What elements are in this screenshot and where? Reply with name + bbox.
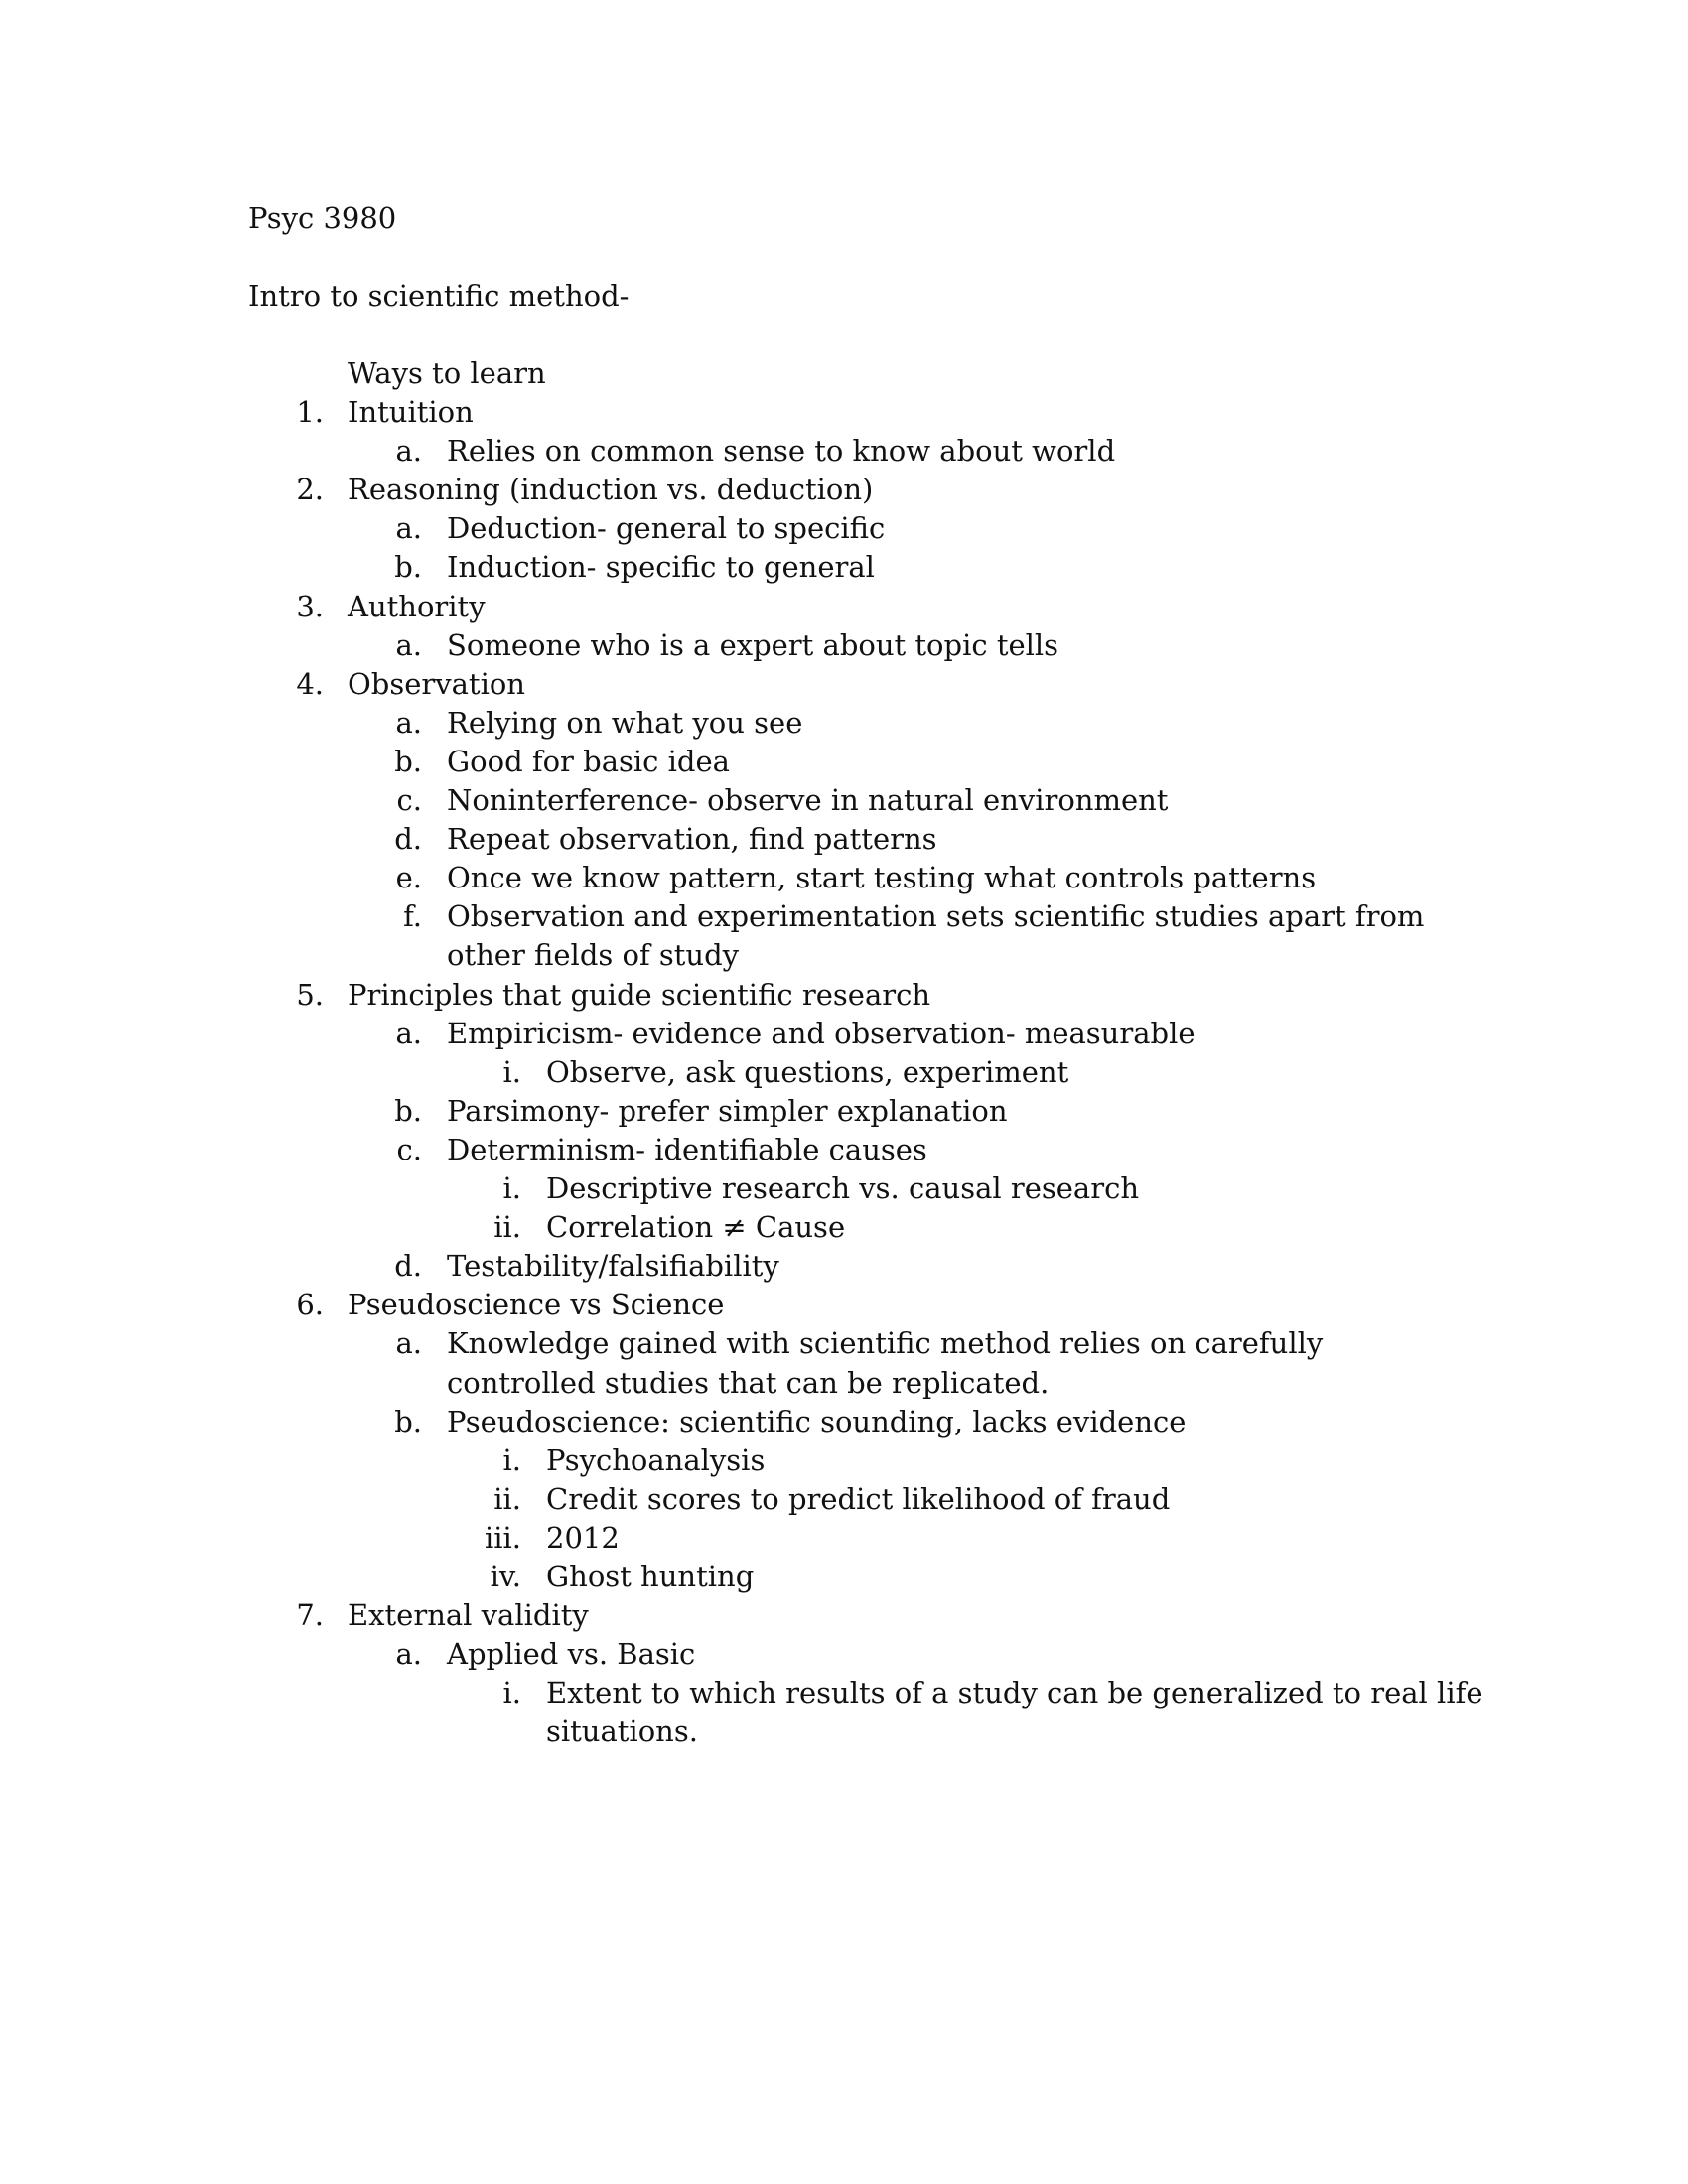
list-marker: i. <box>502 1443 521 1477</box>
list-item-text: Credit scores to predict likelihood of fraud <box>546 1482 1171 1516</box>
list-marker: d. <box>394 1249 422 1283</box>
list-item-text: Descriptive research vs. causal research <box>546 1171 1140 1205</box>
list-item-text: Relying on what you see <box>447 706 803 740</box>
list-marker: 4. <box>296 667 324 701</box>
list-marker: i. <box>502 1055 521 1089</box>
list-item-text: 2012 <box>546 1521 620 1555</box>
list-marker: ii. <box>493 1482 521 1516</box>
list-marker: b. <box>394 550 422 584</box>
list-marker: a. <box>395 511 422 545</box>
list-marker: ii. <box>493 1210 521 1244</box>
list-item-text: Correlation ≠ Cause <box>546 1210 846 1244</box>
outline-item-title: Observation <box>348 667 525 701</box>
course-heading: Psyc 3980 <box>248 202 397 235</box>
outline-item-title: Principles that guide scientific research <box>348 978 931 1012</box>
list-item-text: Parsimony- prefer simpler explanation <box>447 1094 1008 1128</box>
list-marker: a. <box>395 628 422 662</box>
list-item-text: Pseudoscience: scientific sounding, lacks evidence <box>447 1405 1187 1438</box>
list-marker: a. <box>395 1637 422 1671</box>
list-marker: 5. <box>296 978 324 1012</box>
list-item-text: Someone who is a expert about topic tells <box>447 628 1059 662</box>
list-item-text: Deduction- general to specific <box>447 511 886 545</box>
list-marker: 7. <box>296 1598 324 1632</box>
topic-heading: Intro to scientific method- <box>248 279 630 313</box>
outline-item-title: Authority <box>348 590 486 623</box>
list-item-text: Applied vs. Basic <box>447 1637 696 1671</box>
list-marker: b. <box>394 745 422 778</box>
list-item-text: Observe, ask questions, experiment <box>546 1055 1069 1089</box>
list-item-text: Determinism- identifiable causes <box>447 1133 927 1166</box>
list-marker: b. <box>394 1405 422 1438</box>
list-item-text: Ghost hunting <box>546 1560 755 1593</box>
list-item-text: controlled studies that can be replicated. <box>447 1366 1050 1400</box>
list-item-text: Good for basic idea <box>447 745 730 778</box>
list-marker: a. <box>395 434 422 468</box>
list-item-text: Noninterference- observe in natural environment <box>447 783 1169 817</box>
outline-item-title: External validity <box>348 1598 589 1632</box>
list-marker: 2. <box>296 473 324 506</box>
list-marker: iv. <box>490 1560 521 1593</box>
list-marker: 6. <box>296 1288 324 1321</box>
outline-intro: Ways to learn <box>348 356 546 390</box>
list-marker: d. <box>394 822 422 856</box>
list-marker: a. <box>395 1017 422 1050</box>
outline-item-title: Pseudoscience vs Science <box>348 1288 725 1321</box>
list-item-text: Testability/falsifiability <box>447 1249 779 1283</box>
list-marker: i. <box>502 1676 521 1709</box>
outline-item-title: Intuition <box>348 395 474 429</box>
list-item-text: Observation and experimentation sets scientific studies apart from <box>447 899 1425 933</box>
list-marker: 1. <box>296 395 324 429</box>
list-item-text: Empiricism- evidence and observation- measurable <box>447 1017 1196 1050</box>
list-item-text: Induction- specific to general <box>447 550 875 584</box>
list-marker: iii. <box>484 1521 521 1555</box>
list-marker: b. <box>394 1094 422 1128</box>
list-item-text: situations. <box>546 1714 698 1748</box>
outline-item-title: Reasoning (induction vs. deduction) <box>348 473 874 506</box>
list-marker: c. <box>396 783 422 817</box>
list-item-text: Once we know pattern, start testing what controls patterns <box>447 861 1317 894</box>
list-marker: f. <box>403 899 422 933</box>
list-marker: i. <box>502 1171 521 1205</box>
list-item-text: Relies on common sense to know about world <box>447 434 1116 468</box>
list-marker: e. <box>395 861 422 894</box>
list-item-text: Psychoanalysis <box>546 1443 766 1477</box>
list-marker: 3. <box>296 590 324 623</box>
list-item-text: other fields of study <box>447 938 740 972</box>
list-marker: a. <box>395 1326 422 1360</box>
list-marker: c. <box>396 1133 422 1166</box>
list-item-text: Extent to which results of a study can be generalized to real life <box>546 1676 1483 1709</box>
list-item-text: Knowledge gained with scientific method relies on carefully <box>447 1326 1324 1360</box>
list-item-text: Repeat observation, find patterns <box>447 822 937 856</box>
list-marker: a. <box>395 706 422 740</box>
